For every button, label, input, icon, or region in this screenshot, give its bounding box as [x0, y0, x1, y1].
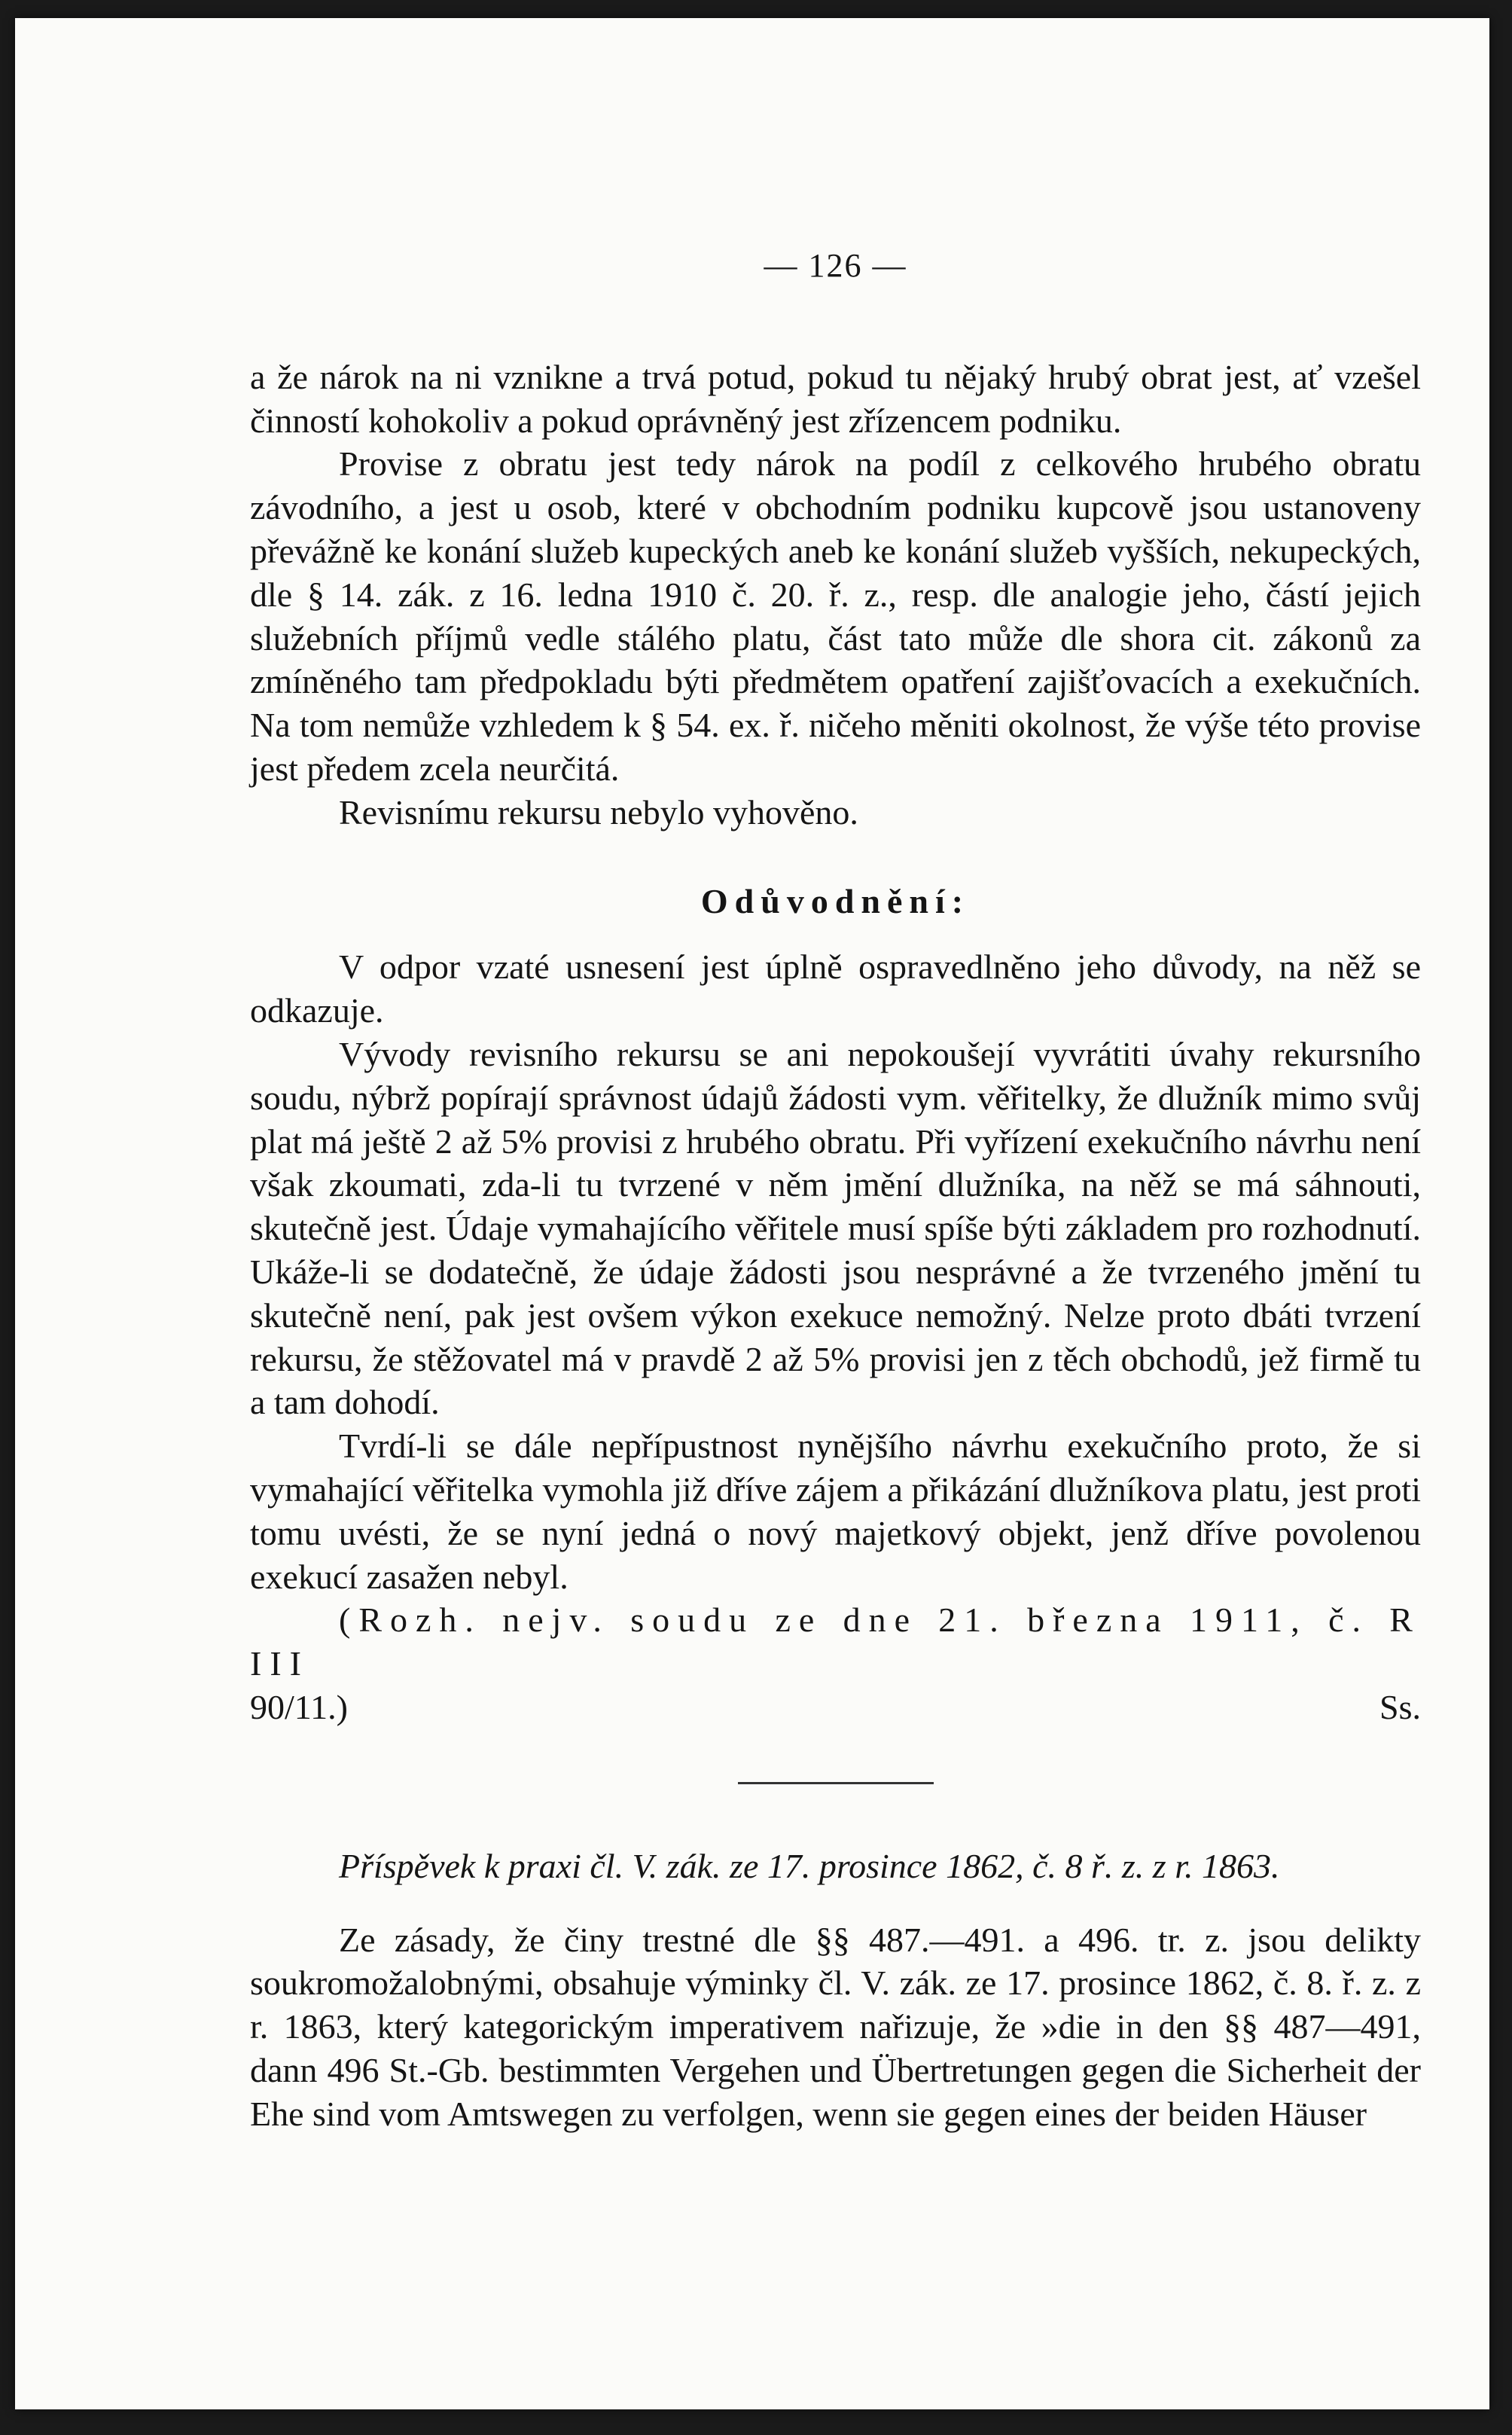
section-divider — [738, 1782, 934, 1784]
paragraph-decision: Revisnímu rekursu nebylo vyhověno. — [339, 792, 858, 832]
citation-line-2 — [250, 1686, 1421, 1729]
section-heading: Odůvodnění: — [700, 881, 971, 920]
page-text — [250, 244, 1421, 2135]
article-title: Příspěvek k praxi čl. V. zák. ze 17. prosince 1862, č. 8 ř. z. z r. 1863. — [339, 1846, 1280, 1885]
paragraph-provise: Provise z obratu jest tedy nárok na podíl z celkového hrubého obratu závodního, a jest u osob, které v obchodním podniku kupcově jsou ustanoveny převážně ke konání služeb kupeckých aneb ke konání služeb vyšších, nekupeckých, dle § 14. zák. z 16. ledna 1910 č. 20. ř. z., resp. dle analogie jeho, částí jejich služebních příjmů vedle stálého platu, část tato může dle shora cit. zákonů za zmíněného tam předpokladu býti předmětem opatření zajišťovacích a exekučních. Na tom nemůže vzhledem k § 54. ex. ř. ničeho měniti okolnost, že výše této provise jest předem zcela neurčitá. — [250, 444, 1421, 788]
paragraph-continuation: a že nárok na ni vznikne a trvá potud, pokud tu nějaký hrubý obrat jest, ať vzešel činností kohokoliv a pokud oprávněný jest zřízencem podniku. — [250, 357, 1421, 440]
citation-signature: Ss. — [1379, 1687, 1421, 1726]
paragraph-reasoning-1: V odpor vzaté usnesení jest úplně ospravedlněno jeho důvody, na něž se odkazuje. — [250, 947, 1421, 1030]
citation-number: 90/11.) — [250, 1687, 348, 1726]
page-number: — 126 — — [764, 247, 907, 284]
paragraph-reasoning-3: Tvrdí-li se dále nepřípustnost nynějšího návrhu exekučního proto, že si vymahající věřitelka vymohla již dříve zájem a přikázání dlužníkova platu, jest proti tomu uvésti, že se nyní jedná o nový majetkový objekt, jenž dříve povolenou exekucí zasažen nebyl. — [250, 1427, 1421, 1596]
document-page — [15, 18, 1489, 2409]
citation-line-1: (Rozh. nejv. soudu ze dne 21. března 1911, č. R III — [250, 1600, 1421, 1683]
paragraph-article-body: Ze zásady, že činy trestné dle §§ 487.—491. a 496. tr. z. jsou delikty soukromožalobnými, obsahuje výminky čl. V. zák. ze 17. prosince 1862, č. 8. ř. z. z r. 1863, který kategorickým imperativem nařizuje, že »die in den §§ 487—491, dann 496 St.-Gb. bestimmten Vergehen und Übertretungen gegen die Sicherheit der Ehe sind vom Amtswegen zu verfolgen, wenn sie gegen eines der beiden Häuser — [250, 1920, 1421, 2133]
paragraph-reasoning-2: Vývody revisního rekursu se ani nepokoušejí vyvrátiti úvahy rekursního soudu, nýbrž popírají správnost údajů žádosti vym. věřitelky, že dlužník mimo svůj plat má ještě 2 až 5% provisi z hrubého obratu. Při vyřízení exekučního návrhu není však zkoumati, zda-li tu tvrzené v něm jmění dlužníka, na něž se má sáhnouti, skutečně jest. Údaje vymahajícího věřitele musí spíše býti základem pro rozhodnutí. Ukáže-li se dodatečně, že údaje žádosti jsou nesprávné a že tvrzeného jmění tu skutečně není, pak jest ovšem výkon exekuce nemožný. Nelze proto dbáti tvrzení rekursu, že stěžovatel má v pravdě 2 až 5% provisi jen z těch obchodů, jež firmě tu a tam dohodí. — [250, 1034, 1421, 1422]
